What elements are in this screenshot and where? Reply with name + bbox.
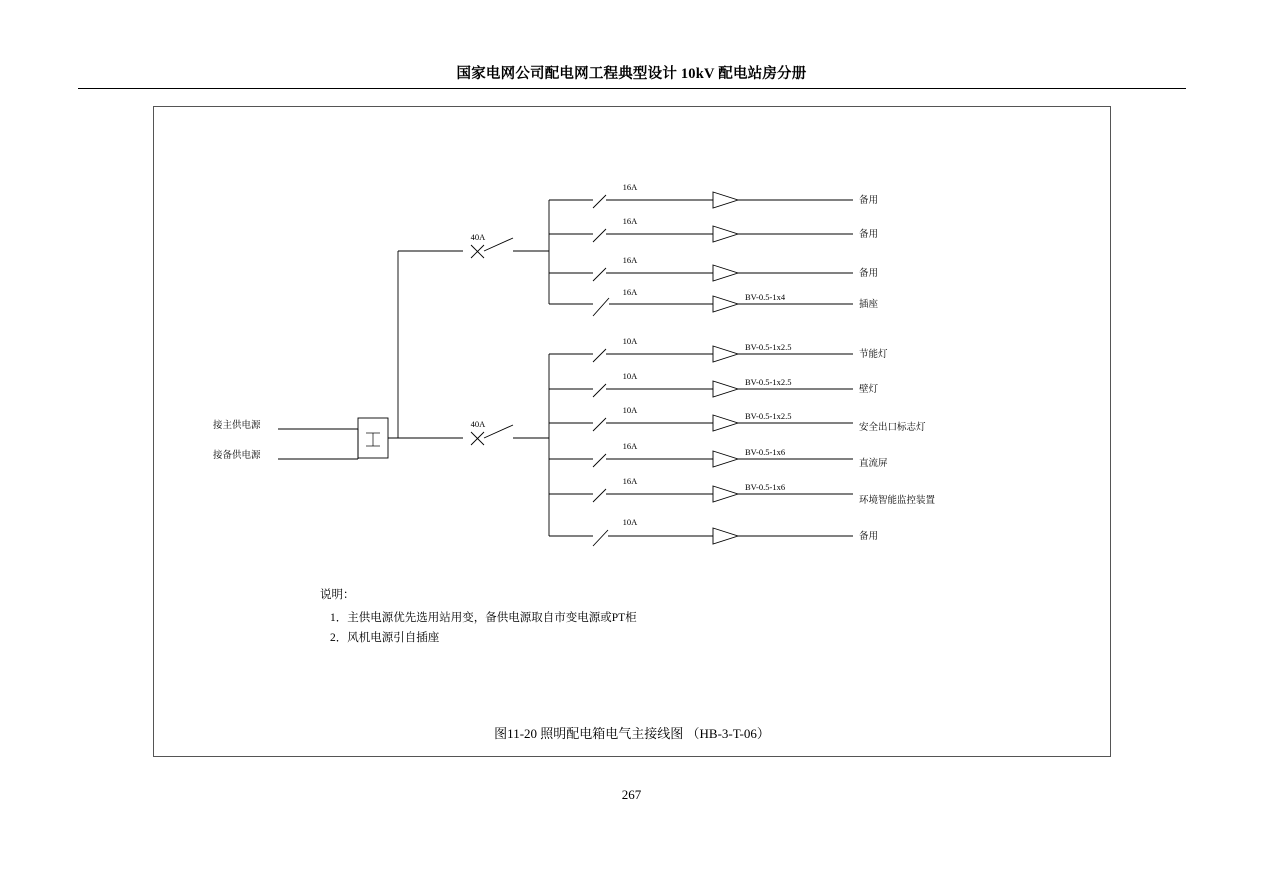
feeder-load-l5: 环境智能监控装置 [859, 496, 936, 506]
feeder-cable-l3: BV-0.5-1x2.5 [745, 411, 792, 421]
feeder-rating-l5: 16A [622, 476, 638, 486]
notes-title: 说明： [320, 589, 355, 601]
feeder-arrow-l3 [713, 415, 738, 431]
feeder-rating-u2: 16A [622, 216, 638, 226]
feeder-rating-u4: 16A [622, 287, 638, 297]
feeder-load-u3: 备用 [859, 269, 879, 279]
feeder-cable-u4: BV-0.5-1x4 [745, 292, 786, 302]
feeder-load-u4: 插座 [859, 300, 879, 310]
feeder-rating-l6: 10A [622, 517, 638, 527]
feeder-cable-l1: BV-0.5-1x2.5 [745, 342, 792, 352]
feeder-arrow-l2 [713, 381, 738, 397]
figure-caption: 图11-20 照明配电箱电气主接线图 （HB-3-T-06） [494, 726, 770, 741]
feeder-cable-l2: BV-0.5-1x2.5 [745, 377, 792, 387]
feeder-load-l3: 安全出口标志灯 [859, 423, 926, 433]
feeder-cable-l5: BV-0.5-1x6 [745, 482, 786, 492]
feeder-rating-u1: 16A [622, 182, 638, 192]
feeder-rating-l2: 10A [622, 371, 638, 381]
main-breaker-rating-lower: 40A [470, 419, 486, 429]
header-divider [78, 88, 1186, 89]
feeder-load-u1: 备用 [859, 196, 879, 206]
feeder-load-l4: 直流屏 [859, 459, 888, 469]
feeder-rating-l4: 16A [622, 441, 638, 451]
feeder-arrow-u1 [713, 192, 738, 208]
source-label-backup: 接备供电源 [213, 451, 261, 461]
feeder-rating-u3: 16A [622, 255, 638, 265]
main-breaker-rating-upper: 40A [470, 232, 486, 242]
feeder-arrow-u4 [713, 296, 738, 312]
note-item-1: 1．主供电源优先选用站用变，备供电源取自市变电源或PT柜 [330, 612, 637, 624]
page-header-title: 国家电网公司配电网工程典型设计 10kV 配电站房分册 [456, 66, 807, 82]
feeder-load-l6: 备用 [859, 532, 879, 542]
feeder-cable-l4: BV-0.5-1x6 [745, 447, 786, 457]
feeder-load-u2: 备用 [859, 230, 879, 240]
feeder-arrow-l1 [713, 346, 738, 362]
feeder-arrow-u2 [713, 226, 738, 242]
note-item-2: 2．风机电源引自插座 [330, 632, 440, 644]
single-line-diagram [153, 106, 1111, 757]
notes-block [320, 585, 637, 648]
feeder-arrow-u3 [713, 265, 738, 281]
feeder-rating-l3: 10A [622, 405, 638, 415]
source-label-main: 接主供电源 [213, 421, 261, 431]
feeder-arrow-l4 [713, 451, 738, 467]
feeder-arrow-l5 [713, 486, 738, 502]
page-number: 267 [621, 787, 642, 802]
feeder-load-l1: 节能灯 [859, 350, 888, 360]
feeder-rating-l1: 10A [622, 336, 638, 346]
feeder-arrow-l6 [713, 528, 738, 544]
feeder-load-l2: 壁灯 [859, 385, 879, 395]
